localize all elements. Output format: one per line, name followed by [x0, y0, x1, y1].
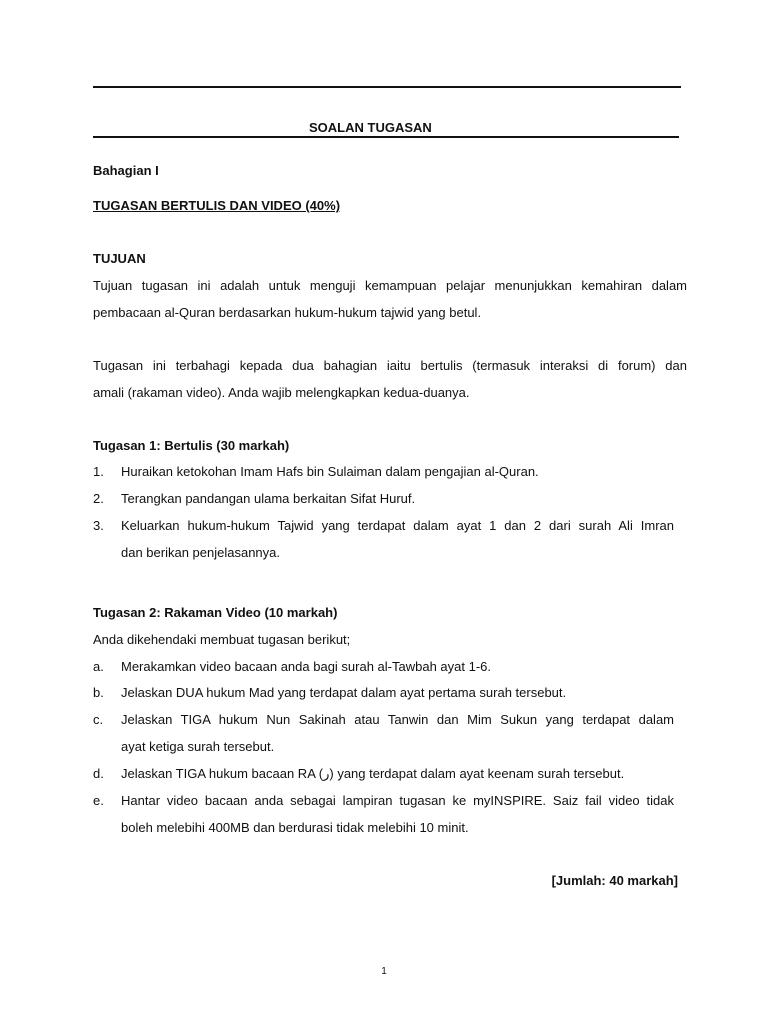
task2-item-c-text-line-1: Jelaskan TIGA hukum Nun Sakinah atau Tanwin dan Mim Sukun yang terdapat dalam [121, 712, 674, 727]
task2-item-d-letter: d. [93, 766, 104, 781]
task2-item-e-text-line-1: Hantar video bacaan anda sebagai lampiran tugasan ke myINSPIRE. Saiz fail video tidak [121, 793, 674, 808]
task1-item-3-text-line-1: Keluarkan hukum-hukum Tajwid yang terdapat dalam ayat 1 dan 2 dari surah Ali Imran [121, 518, 674, 533]
task2-item-e-text-line-2: boleh melebihi 400MB dan berdurasi tidak melebihi 10 minit. [121, 820, 469, 835]
task1-item-1-number: 1. [93, 464, 104, 479]
objective-line-1: Tujuan tugasan ini adalah untuk menguji kemampuan pelajar menunjukkan kemahiran dalam [93, 278, 687, 293]
task1-item-3-text-line-2: dan berikan penjelasannya. [121, 545, 281, 560]
section-label: Bahagian I [93, 163, 159, 178]
header-rule [93, 86, 681, 88]
task2-item-c-letter: c. [93, 712, 104, 727]
task1-item-2-text: Terangkan pandangan ulama berkaitan Sifat Huruf. [121, 491, 416, 506]
task2-item-e-letter: e. [93, 793, 104, 808]
intro-line-2: amali (rakaman video). Anda wajib melengkapkan kedua-duanya. [93, 385, 470, 400]
task2-item-b-letter: b. [93, 685, 104, 700]
intro-line-1: Tugasan ini terbahagi kepada dua bahagian iaitu bertulis (termasuk interaksi di forum) dan [93, 358, 687, 373]
objective-heading: TUJUAN [93, 251, 146, 266]
task2-item-c-text-line-2: ayat ketiga surah tersebut. [121, 739, 275, 754]
task2-heading: Tugasan 2: Rakaman Video (10 markah) [93, 605, 338, 620]
task2-item-a-text: Merakamkan video bacaan anda bagi surah al-Tawbah ayat 1-6. [121, 659, 492, 674]
task1-heading: Tugasan 1: Bertulis (30 markah) [93, 438, 290, 453]
task2-item-a-letter: a. [93, 659, 104, 674]
task2-intro: Anda dikehendaki membuat tugasan berikut; [93, 632, 351, 647]
task2-item-d-text: Jelaskan TIGA hukum bacaan RA (ر) yang terdapat dalam ayat keenam surah tersebut. [121, 766, 625, 781]
title-rule [93, 136, 679, 138]
task1-item-2-number: 2. [93, 491, 104, 506]
task1-item-3-number: 3. [93, 518, 104, 533]
document-title: SOALAN TUGASAN [309, 120, 432, 135]
assignment-heading: TUGASAN BERTULIS DAN VIDEO (40%) [93, 198, 341, 213]
task1-item-1-text: Huraikan ketokohan Imam Hafs bin Sulaiman dalam pengajian al-Quran. [121, 464, 539, 479]
total-marks: [Jumlah: 40 markah] [551, 873, 678, 888]
objective-line-2: pembacaan al-Quran berdasarkan hukum-hukum tajwid yang betul. [93, 305, 482, 320]
task2-item-b-text: Jelaskan DUA hukum Mad yang terdapat dalam ayat pertama surah tersebut. [121, 685, 567, 700]
page-number: 1 [381, 966, 387, 977]
